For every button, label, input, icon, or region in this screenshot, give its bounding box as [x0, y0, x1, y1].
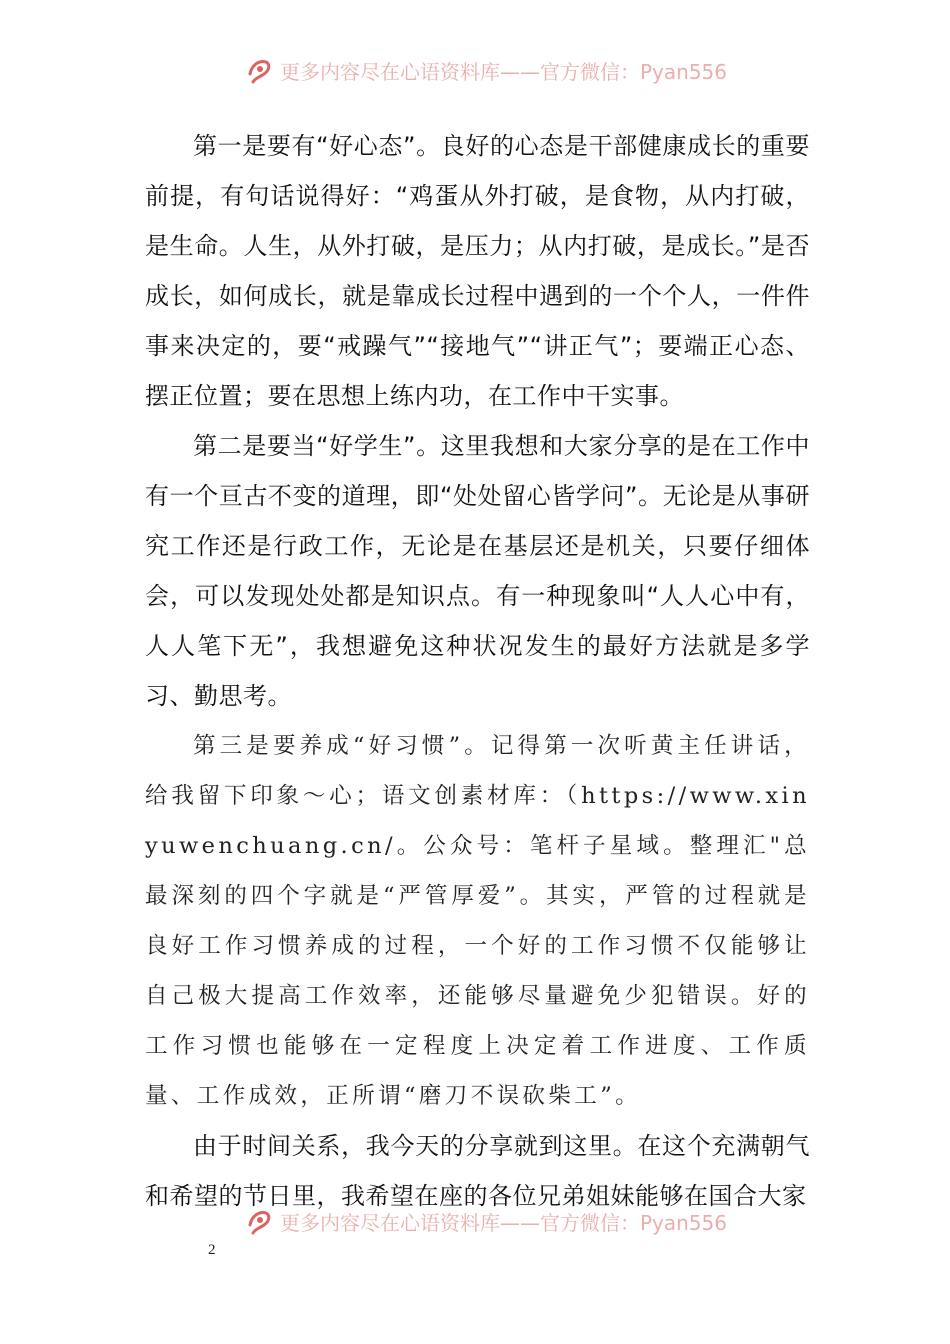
paragraph-closing: 由于时间关系，我今天的分享就到这里。在这个充满朝气和希望的节日里，我希望在座的各位兄弟姐妹能够在国合大家	[145, 1132, 810, 1210]
header-watermark	[246, 56, 727, 84]
watermark-text: 更多内容尽在心语资料库——官方微信：Pyan556	[280, 1210, 728, 1235]
watermark-text: 更多内容尽在心语资料库——官方微信：Pyan556	[280, 59, 728, 84]
page-number: 2	[208, 1242, 216, 1258]
paragraph-good-habits: 第三是要养成“好习惯”。记得第一次听黄主任讲话，给我留下印象～心；语文创素材库：（https://www.xinyuwenchuang.cn/。公众号：笔杆子星域。整理汇"总最深刻的四个字就是“严管厚爱”。其实，严管的过程就是良好工作习惯养成的过程，一个好的工作习惯不仅能够让自己极大提高工作效率，还能够尽量避免少犯错误。好的工作习惯也能够在一定程度上决定着工作进度、工作质量、工作成效，正所谓“磨刀不误砍柴工”。	[145, 733, 810, 1109]
paragraph-good-mindset: 第一是要有“好心态”。良好的心态是干部健康成长的重要前提，有句话说得好：“鸡蛋从外打破，是食物，从内打破，是生命。人生，从外打破，是压力；从内打破，是成长。”是否成长，如何成长，就是靠成长过程中遇到的一个个人，一件件事来决定的，要“戒躁气”“接地气”“讲正气”；要端正心态、摆正位置；要在思想上练内功，在工作中干实事。	[145, 132, 810, 410]
watermark-logo-icon	[246, 56, 274, 84]
footer-watermark	[246, 1207, 727, 1235]
paragraph-good-student: 第二是要当“好学生”。这里我想和大家分享的是在工作中有一个亘古不变的道理，即“处处留心皆学问”。无论是从事研究工作还是行政工作，无论是在基层还是机关，只要仔细体会，可以发现处处都是知识点。有一种现象叫“人人心中有，人人笔下无”，我想避免这种状况发生的最好方法就是多学习、勤思考。	[145, 432, 810, 710]
document-body	[145, 121, 810, 1221]
watermark-logo-icon	[246, 1207, 274, 1235]
